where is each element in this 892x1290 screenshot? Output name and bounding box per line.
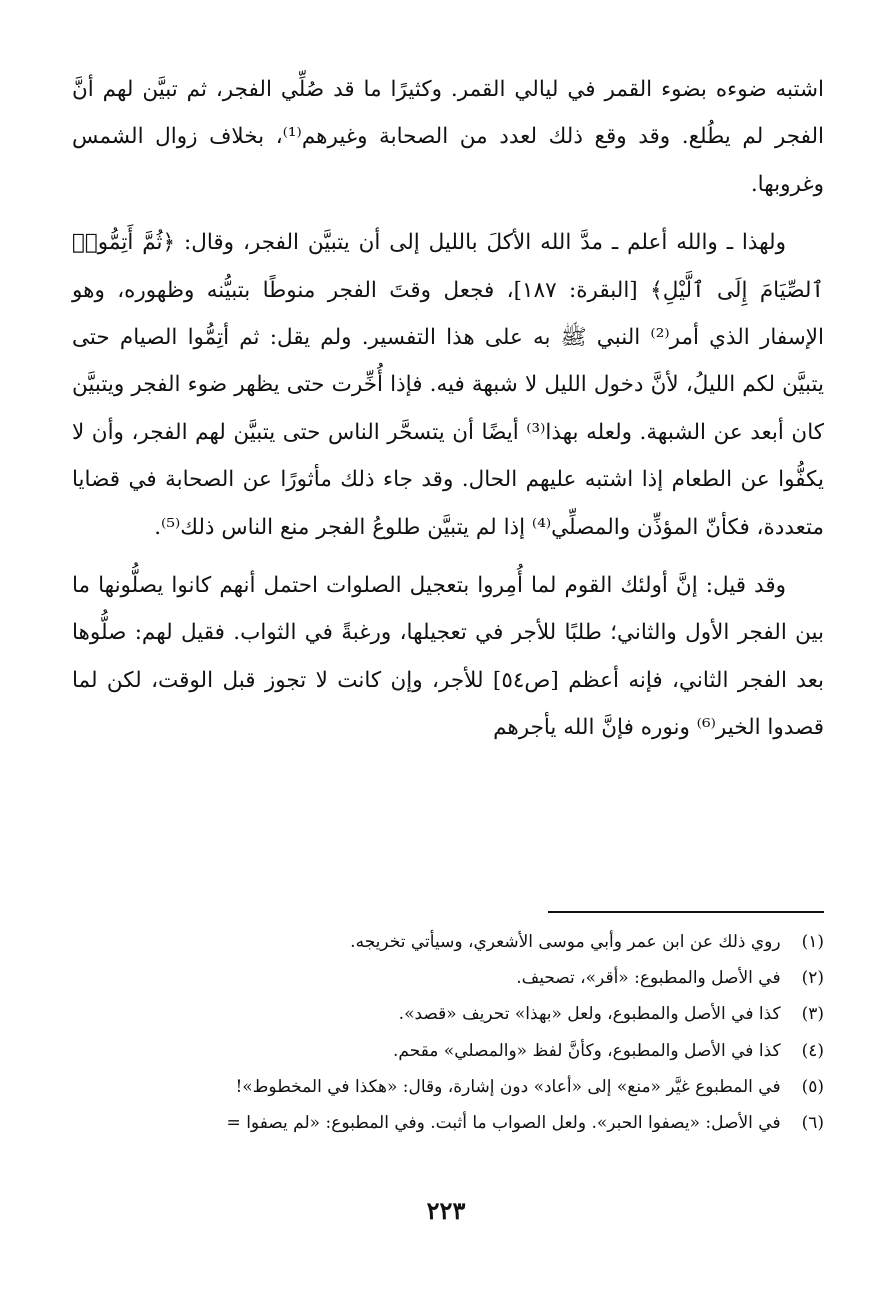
footnote-4 xyxy=(72,1033,824,1069)
footnote-text: كذا في الأصل والمطبوع، وكأنَّ لفظ «والمصلي» مقحم. xyxy=(393,1040,781,1061)
footnotes-list xyxy=(72,924,824,1141)
footnote-text: في الأصل والمطبوع: «أقر»، تصحيف. xyxy=(516,968,781,989)
footnote-number: (١) xyxy=(801,932,824,952)
footnote-text: في المطبوع غيَّر «منع» إلى «أعاد» دون إشارة، وقال: «هكذا في المخطوط»! xyxy=(235,1076,781,1097)
footnote-number: (٥) xyxy=(801,1076,824,1097)
paragraph-2: ولهذا ـ والله أعلم ـ مدَّ الله الأكلَ بالليل إلى أن يتبيَّن الفجر، وقال: ﴿ثُمَّ أَتِمُّوا۟ ٱلصِّيَامَ إِلَى ٱلَّيْلِ﴾ [البقرة: ١٨٧]، فجعل وقتَ الفجر منوطًا بتبيُّنه وظهوره، وهو الإسفار الذي أمر⁽²⁾ النبي ﷺ به على هذا التفسير. ولم يقل: ثم أتِمُّوا الصيام حتى يتبيَّن لكم الليلُ، لأنَّ دخول الليل لا شبهة فيه. فإذا أُخِّرت حتى يظهر ضوء الفجر ويتبيَّن كان أبعد عن الشبهة. ولعله بهذا⁽³⁾ أيضًا أن يتسحَّر الناس حتى يتبيَّن لهم الفجر، وأن لا يكفُّوا عن الطعام إذا اشتبه عليهم الحال. وقد جاء ذلك مأثورًا عن الصحابة في قضايا متعددة، فكأنّ المؤذِّن والمصلِّي⁽⁴⁾ إذا لم يتبيَّن طلوعُ الفجر منع الناس ذلك⁽⁵⁾. xyxy=(72,230,825,540)
footnote-separator xyxy=(548,911,824,913)
footnote-number: (٣) xyxy=(801,1004,824,1025)
footnote-5 xyxy=(72,1069,824,1105)
footnote-3 xyxy=(72,996,824,1032)
footnote-number: (٤) xyxy=(801,1040,824,1061)
footnote-text: روي ذلك عن ابن عمر وأبي موسى الأشعري، وسيأتي تخريجه. xyxy=(350,932,781,952)
footnote-text: في الأصل: «يصفوا الحبر». ولعل الصواب ما أثبت. وفي المطبوع: «لم يصفوا = xyxy=(226,1113,781,1134)
footnote-6 xyxy=(72,1105,824,1141)
paragraph-3: وقد قيل: إنَّ أولئك القوم لما أُمِروا بتعجيل الصلوات احتمل أنهم كانوا يصلُّونها ما بين الفجر الأول والثاني؛ طلبًا للأجر في تعجيلها، ورغبةً في الثواب. فقيل لهم: صلُّوها بعد الفجر الثاني، فإنه أعظم [ص٥٤] للأجر، وإن كانت لا تجوز قبل الوقت، لكن لما قصدوا الخير⁽⁶⁾ ونوره فإنَّ الله يأجرهم xyxy=(72,573,825,741)
footnote-number: (٦) xyxy=(801,1113,824,1134)
footnote-2 xyxy=(72,960,824,996)
main-text xyxy=(72,66,824,752)
footnote-1 xyxy=(72,924,824,960)
footnote-text: كذا في الأصل والمطبوع، ولعل «بهذا» تحريف «قصد». xyxy=(398,1004,781,1025)
footnote-number: (٢) xyxy=(801,968,824,989)
paragraph-1: اشتبه ضوءه بضوء القمر في ليالي القمر. وكثيرًا ما قد صُلِّي الفجر، ثم تبيَّن لهم أنَّ الفجر لم يطُلع. وقد وقع ذلك لعدد من الصحابة وغيرهم⁽¹⁾، بخلاف زوال الشمس وغروبها. xyxy=(72,77,824,197)
page-number: ٢٢٣ xyxy=(426,1196,466,1225)
